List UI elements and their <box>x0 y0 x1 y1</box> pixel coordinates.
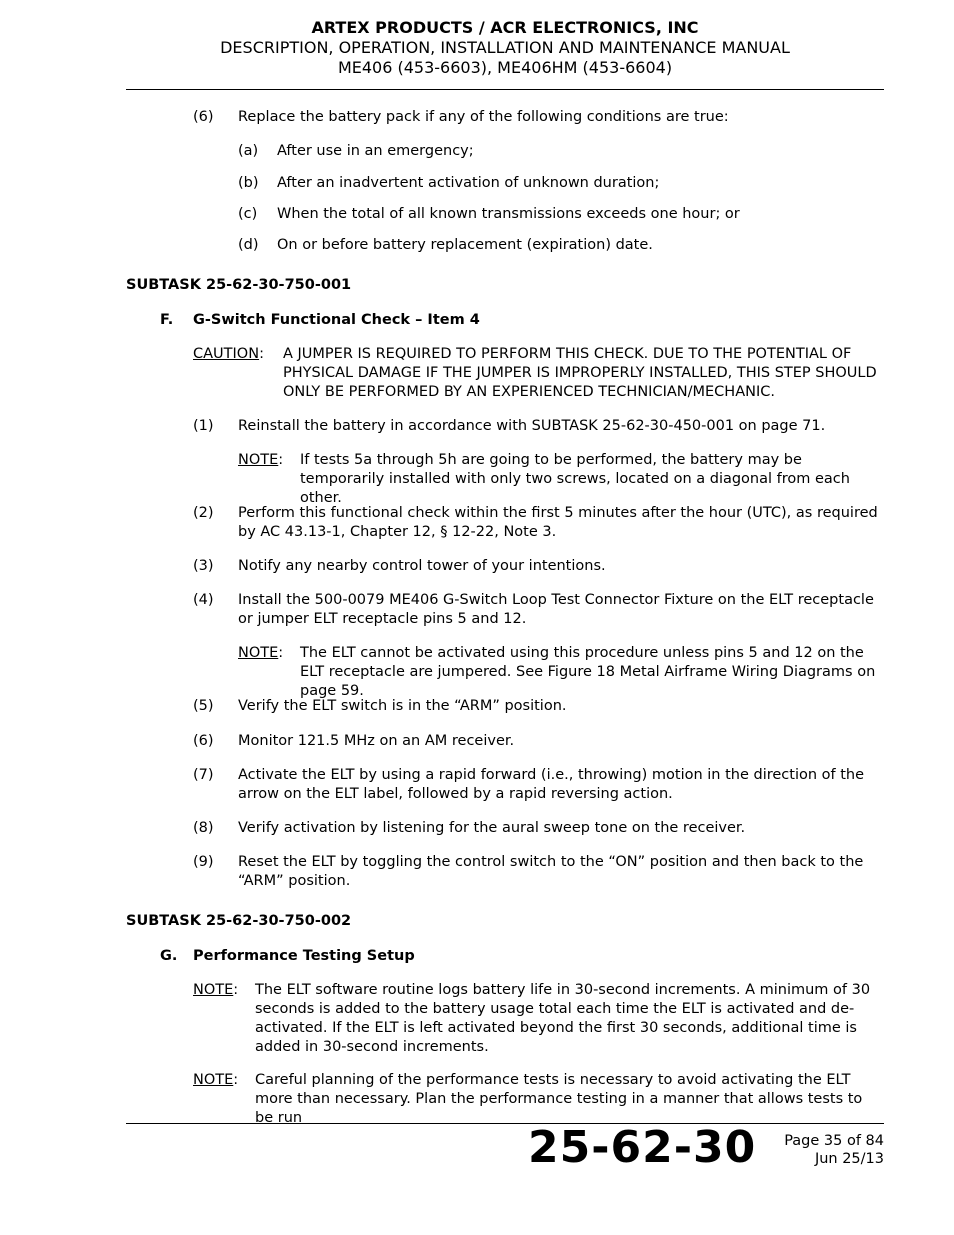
company-name: ARTEX PRODUCTS / ACR ELECTRONICS, INC <box>311 18 699 37</box>
subtask-heading: SUBTASK 25-62-30-750-002 <box>126 913 352 929</box>
step-number: (5) <box>193 698 214 714</box>
step-number: (8) <box>193 820 214 836</box>
step-text: Install the 500-0079 ME406 G-Switch Loop Test Connector Fixture on the ELT receptacle or jumper ELT receptacle pins 5 and 12. <box>238 592 874 627</box>
note-label-wrap: NOTE: <box>193 1072 239 1088</box>
sub-item-number: (d) <box>238 237 259 253</box>
caution-label-wrap: CAUTION: <box>193 346 264 362</box>
note-label: NOTE <box>238 645 279 661</box>
step-number: (4) <box>193 592 214 608</box>
step-text: Reinstall the battery in accordance with SUBTASK 25-62-30-450-001 on page 71. <box>238 418 826 434</box>
sub-item-text: On or before battery replacement (expiration) date. <box>277 237 653 253</box>
note-label: NOTE <box>193 982 234 998</box>
caution-text: A JUMPER IS REQUIRED TO PERFORM THIS CHECK. DUE TO THE POTENTIAL OF PHYSICAL DAMAGE IF THE JUMPER IS IMPROPERLY INSTALLED, THIS STEP SHOULD ONLY BE PERFORMED BY AN EXPERIENCED TECHNICIAN/MECHANIC. <box>283 346 877 400</box>
chapter-code: 25-62-30 <box>528 1122 757 1173</box>
note-text: The ELT software routine logs battery life in 30-second increments. A minimum of 30 seconds is added to the battery usage total each time the ELT is activated and de-activated. If the ELT is left activated beyond the first 30 seconds, additional time is added in 30-second increments. <box>255 982 871 1055</box>
sub-item-text: After an inadvertent activation of unknown duration; <box>277 175 660 191</box>
sub-item-text: When the total of all known transmissions exceeds one hour; or <box>277 206 740 222</box>
note-label: NOTE <box>238 452 279 468</box>
step-number: (3) <box>193 558 214 574</box>
step-number: (6) <box>193 733 214 749</box>
note-label-wrap: NOTE: <box>238 645 284 661</box>
step-number: (6) <box>193 109 214 125</box>
section-letter: G. <box>160 948 178 964</box>
step-number: (2) <box>193 505 214 521</box>
header-rule <box>126 89 884 90</box>
sub-item-number: (c) <box>238 206 258 222</box>
page-number: Page 35 of 84 <box>784 1133 884 1149</box>
step-text: Notify any nearby control tower of your intentions. <box>238 558 606 574</box>
note-label-wrap: NOTE: <box>238 452 284 468</box>
step-text: Verify the ELT switch is in the “ARM” position. <box>238 698 567 714</box>
step-number: (1) <box>193 418 214 434</box>
note-text: Careful planning of the performance tests is necessary to avoid activating the ELT more than necessary. Plan the performance testing in a manner that allows tests to be run <box>255 1072 863 1126</box>
model-numbers: ME406 (453-6603), ME406HM (453-6604) <box>337 58 673 77</box>
step-text: Monitor 121.5 MHz on an AM receiver. <box>238 733 515 749</box>
note-text: If tests 5a through 5h are going to be performed, the battery may be temporarily installed with only two screws, located on a diagonal from each other. <box>300 452 850 506</box>
section-title: G-Switch Functional Check – Item 4 <box>193 312 480 328</box>
footer-rule <box>126 1123 884 1124</box>
note-text: The ELT cannot be activated using this procedure unless pins 5 and 12 on the ELT receptacle are jumpered. See Figure 18 Metal Airframe Wiring Diagrams on page 59. <box>300 645 876 699</box>
page-header <box>126 18 884 78</box>
step-text: Reset the ELT by toggling the control switch to the “ON” position and then back to the “ARM” position. <box>238 854 864 889</box>
note-label: NOTE <box>193 1072 234 1088</box>
revision-date: Jun 25/13 <box>814 1151 884 1167</box>
page-info <box>784 1132 884 1168</box>
step-number: (9) <box>193 854 214 870</box>
note-label-wrap: NOTE: <box>193 982 239 998</box>
manual-title: DESCRIPTION, OPERATION, INSTALLATION AND MAINTENANCE MANUAL <box>220 38 790 57</box>
caution-label: CAUTION <box>193 346 260 362</box>
sub-item-text: After use in an emergency; <box>277 143 474 159</box>
section-letter: F. <box>160 312 174 328</box>
step-text: Activate the ELT by using a rapid forward (i.e., throwing) motion in the direction of the arrow on the ELT label, followed by a rapid reversing action. <box>238 767 865 802</box>
section-title: Performance Testing Setup <box>193 948 415 964</box>
sub-item-number: (b) <box>238 175 259 191</box>
step-text: Verify activation by listening for the aural sweep tone on the receiver. <box>238 820 746 836</box>
step-text: Replace the battery pack if any of the following conditions are true: <box>238 109 729 125</box>
step-text: Perform this functional check within the first 5 minutes after the hour (UTC), as required by AC 43.13-1, Chapter 12, § 12-22, Note 3. <box>238 505 878 540</box>
sub-item-number: (a) <box>238 143 259 159</box>
subtask-heading: SUBTASK 25-62-30-750-001 <box>126 277 352 293</box>
step-number: (7) <box>193 767 214 783</box>
